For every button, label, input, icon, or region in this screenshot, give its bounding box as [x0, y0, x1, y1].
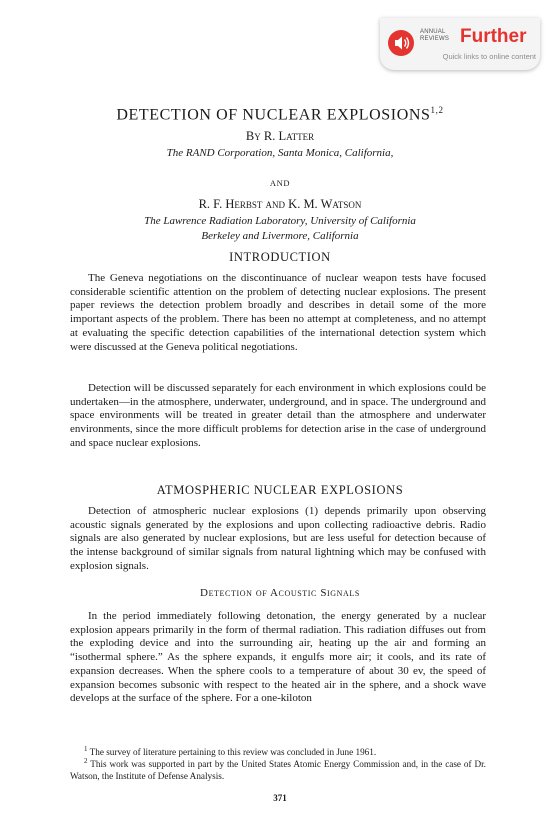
heading-atmospheric: ATMOSPHERIC NUCLEAR EXPLOSIONS: [156, 483, 404, 497]
page-number: 371: [273, 793, 287, 803]
footnote-2-marker: 2: [84, 757, 88, 765]
affiliation-1: The RAND Corporation, Santa Monica, California,: [166, 147, 394, 159]
badge-reviews-text: REVIEWS: [420, 36, 450, 42]
badge-annual-text: ANNUAL: [420, 29, 446, 35]
affiliation-2-line-2: Berkeley and Livermore, California: [201, 230, 359, 242]
author-line-2: R. F. Herbst and K. M. Watson: [198, 197, 362, 211]
acoustic-paragraph-1: In the period immediately following detonation, the energy generated by a nuclear explosion appears primarily in the form of thermal radiation. This radiation diffuses out from the exploding device and into the surrounding air, heating up the air and forming an “isothermal sphere.” As the sphere expands, it engulfs more air; it cools, and its rate of expansion decreases. When the sphere cools to a temperature of about 30 ev, the speed of expansion becomes subsonic with respect to the heated air in the sphere, and a shock wave develops at the surface of the sphere. For a one-kiloton: [70, 610, 486, 705]
footnote-1-text: The survey of literature pertaining to this review was concluded in June 1961.: [89, 747, 377, 758]
annual-reviews-label: [420, 29, 458, 43]
intro-paragraph-2: Detection will be discussed separately for each environment in which explosions could be undertaken—in the atmosphere, underwater, underground, and in space. The underground and space environments will be treated in greater detail than the atmosphere and underwater environments, since the more difficult problems for detection arise in the case of underground and space nuclear explosions.: [70, 382, 486, 449]
heading-acoustic-signals: Detection of Acoustic Signals: [200, 587, 360, 599]
author-line-1: By R. Latter: [245, 129, 315, 143]
title-footnote-marker: 1,2: [430, 105, 444, 115]
annual-reviews-further-badge[interactable]: [380, 18, 540, 70]
speaker-icon: [388, 30, 414, 56]
and-separator: AND: [269, 178, 291, 188]
footnote-1-marker: 1: [84, 745, 88, 753]
badge-further-text: Further: [460, 26, 527, 47]
heading-introduction: INTRODUCTION: [229, 250, 331, 264]
paper-title-text: DETECTION OF NUCLEAR EXPLOSIONS: [116, 106, 431, 124]
paper-title: [0, 100, 560, 125]
footnote-2-text: This work was supported in part by the United States Atomic Energy Commission and, in the case of Dr. Watson, the Institute of Defense Analysis.: [70, 759, 486, 782]
intro-paragraph-1: The Geneva negotiations on the discontinuance of nuclear weapon tests have focused considerable scientific attention on the problem of detecting nuclear explosions. The present paper reviews the detection problem broadly and describes in detail some of the more important aspects of the problem. There has been no attempt at completeness, and no attempt at evaluating the specific detection capabilities of the international detection system which were discussed at the Geneva political negotiations.: [70, 272, 486, 353]
atmospheric-paragraph-1: Detection of atmospheric nuclear explosions (1) depends primarily upon observing acoustic signals generated by the explosions and upon collecting radioactive debris. Radio signals are also generated by nuclear explosions, but are less useful for detection because of the intense background of similar signals from natural lightning which may be confused with explosion signals.: [70, 505, 486, 572]
badge-subtitle: Quick links to online content: [442, 52, 536, 61]
affiliation-2-line-1: The Lawrence Radiation Laboratory, University of California: [144, 215, 416, 227]
footnote-2: [70, 755, 486, 782]
